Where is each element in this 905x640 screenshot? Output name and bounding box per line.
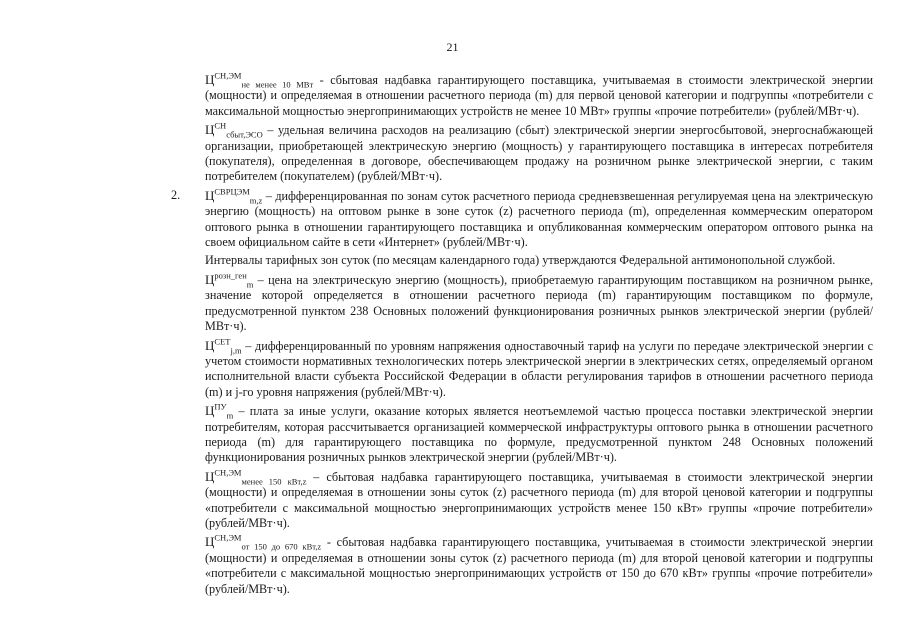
definition-paragraph xyxy=(205,534,873,597)
definition-text: – дифференцированная по зонам суток расчетного периода средневзвешенная регулируемая цена на электрическую энергию (мощность) на оптовом рынке в зоне суток (z) расчетного периода (m), определенная коммерческим оператором оптового рынка в отношении гарантирующего поставщика и опубликованная коммерческим оператором оптового рынка на своем официальном сайте в сети «Интернет» (рублей/МВт·ч). xyxy=(205,188,873,250)
page-number: 21 xyxy=(446,40,459,54)
definition-text: – плата за иные услуги, оказание которых является неотъемлемой частью процесса поставки электрической энергии потребителям, которая рассчитывается организацией коммерческой инфраструктуры оптового рынка в отношении расчетного периода (m) для гарантирующего поставщика по формуле, предусмотренной пунктом 248 Основных положений функционирования розничных рынков электрической энергии (рублей/МВт·ч). xyxy=(205,404,873,465)
formula-symbol: $Ц^{СН,ЭМ}_{менее 150 кВт,z}$ xyxy=(205,467,307,487)
definition-paragraph xyxy=(205,338,873,401)
definition-text: – цена на электрическую энергию (мощность), приобретаемую гарантирующим поставщиком на розничном рынке, значение которой определяется в отношении расчетного периода (m) гарантирующим поставщиком по формуле, предусмотренной пунктом 238 Основных положений функционирования розничных рынков электрической энергии (рублей/МВт·ч). xyxy=(205,272,873,334)
formula-symbol: $Ц^{СВРЦЭМ}_{m,z}$ xyxy=(205,186,263,206)
definition-paragraph xyxy=(205,272,873,335)
formula-symbol: $Ц^{СН,ЭМ}_{не менее 10 МВт}$ xyxy=(205,70,314,90)
document-body xyxy=(171,70,873,600)
formula-symbol: $Ц^{розн\_ген}_m$ xyxy=(205,270,254,290)
definition-paragraph xyxy=(205,469,873,532)
definition-paragraph xyxy=(205,403,873,466)
definition-text: – дифференцированный по уровням напряжения одноставочный тариф на услуги по передаче электрической энергии с учетом стоимости нормативных технологических потерь электрической энергии в электрических сетях, определяемый органом исполнительной власти субъекта Российской Федерации в области регулирования тарифов в отношении расчетного периода (m) и j-го уровня напряжения (рублей/МВт·ч). xyxy=(205,338,873,399)
formula-symbol: $Ц^{СН}_{сбыт,ЭСО}$ xyxy=(205,120,263,140)
formula-symbol: $Ц^{СЕТ}_{j,m}$ xyxy=(205,336,242,356)
note-paragraph: Интервалы тарифных зон суток (по месяцам календарного года) утверждаются Федеральной антимонопольной службой. xyxy=(205,253,836,268)
definition-text: - сбытовая надбавка гарантирующего поставщика, учитываемая в стоимости электрической энергии (мощности) и определяемая в отношении зоны суток (z) расчетного периода (m) для второй ценовой категории и подгруппы «потребители с максимальной мощностью энергопринимающих устройств от 150 до 670 кВт» группы «прочие потребители» (рублей/МВт·ч). xyxy=(205,535,873,596)
list-number: 2. xyxy=(171,187,181,202)
definition-paragraph xyxy=(205,72,873,119)
formula-symbol: $Ц^{СН,ЭМ}_{от 150 до 670 кВт,z}$ xyxy=(205,533,322,552)
numbered-definition-paragraph xyxy=(171,186,873,251)
definition-text: - сбытовая надбавка гарантирующего поставщика, учитываемая в стоимости электрической энергии (мощности) и определяемая в отношении расчетного периода (m) для первой ценовой категории и подгруппы «потребители с максимальной мощностью энергопринимающих устройств не менее 10 МВт» группы «прочие потребители» (рублей/МВт·ч). xyxy=(205,73,873,118)
definition-paragraph xyxy=(205,122,873,185)
definition-text: – сбытовая надбавка гарантирующего поставщика, учитываемая в стоимости электрической энергии (мощности) и определяемая в отношении зоны суток (z) расчетного периода (m) для второй ценовой категории и подгруппы «потребители с максимальной мощностью энергопринимающих устройств менее 150 кВт» группы «прочие потребители» (рублей/МВт·ч). xyxy=(205,469,873,530)
formula-symbol: $Ц^{ПУ}_m$ xyxy=(205,401,234,421)
definition-text: – удельная величина расходов на реализацию (сбыт) электрической энергии энергосбытовой, энергоснабжающей организации, приобретающей электрическую энергию (мощность) у гарантирующего поставщика в интересах потребителя (покупателя), определенная в договоре, обеспечивающем продажу на розничном рынке электрической энергии, с таким потребителем (покупателем) (рублей/МВт·ч). xyxy=(205,123,873,184)
